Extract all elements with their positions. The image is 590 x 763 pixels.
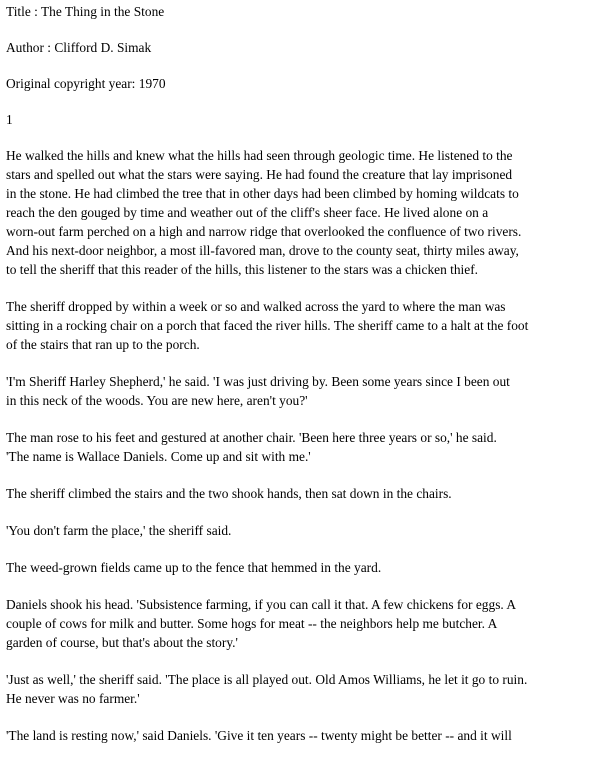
paragraph: 'Just as well,' the sheriff said. 'The place is all played out. Old Amos Williams, he let it go to ruin. He never was no farmer.' [6,672,528,706]
document-text [6,2,584,763]
paragraph: 'The land is resting now,' said Daniels. 'Give it ten years -- twenty might be better -- and it will [6,728,512,743]
paragraph: The sheriff climbed the stairs and the two shook hands, then sat down in the chairs. [6,486,452,501]
paragraph: The sheriff dropped by within a week or so and walked across the yard to where the man was sitting in a rocking chair on a porch that faced the river hills. The sheriff came to a halt at the foot of the stairs that ran up to the porch. [6,299,529,352]
paragraph: The weed-grown fields came up to the fence that hemmed in the yard. [6,560,382,575]
paragraph: 'I'm Sheriff Harley Shepherd,' he said. 'I was just driving by. Been some years since I been out in this neck of the woods. You are new here, aren't you?' [6,374,510,408]
title-line: Title : The Thing in the Stone [6,4,165,19]
paragraph: Daniels shook his head. 'Subsistence farming, if you can call it that. A few chickens for eggs. A couple of cows for milk and butter. Some hogs for meat -- the neighbors help me butcher. A garden of course, but that's about the story.' [6,597,517,650]
copyright-line: Original copyright year: 1970 [6,76,166,91]
paragraph: The man rose to his feet and gestured at another chair. 'Been here three years or so,' he said. 'The name is Wallace Daniels. Come up and sit with me.' [6,430,497,464]
paragraph: He walked the hills and knew what the hills had seen through geologic time. He listened to the stars and spelled out what the stars were saying. He had found the creature that lay imprisoned in the stone. He had climbed the tree that in other days had been climbed by homing wildcats to reach the den gouged by time and weather out of the cliff's sheer face. He lived alone on a worn-out farm perched on a high and narrow ridge that overlooked the confluence of two rivers. And his next-door neighbor, a most ill-favored man, drove to the county seat, thirty miles away, to tell the sheriff that this reader of the hills, this listener to the stars was a chicken thief. [6,148,522,277]
chapter-number: 1 [6,112,13,127]
paragraph: 'You don't farm the place,' the sheriff said. [6,523,232,538]
author-line: Author : Clifford D. Simak [6,40,152,55]
